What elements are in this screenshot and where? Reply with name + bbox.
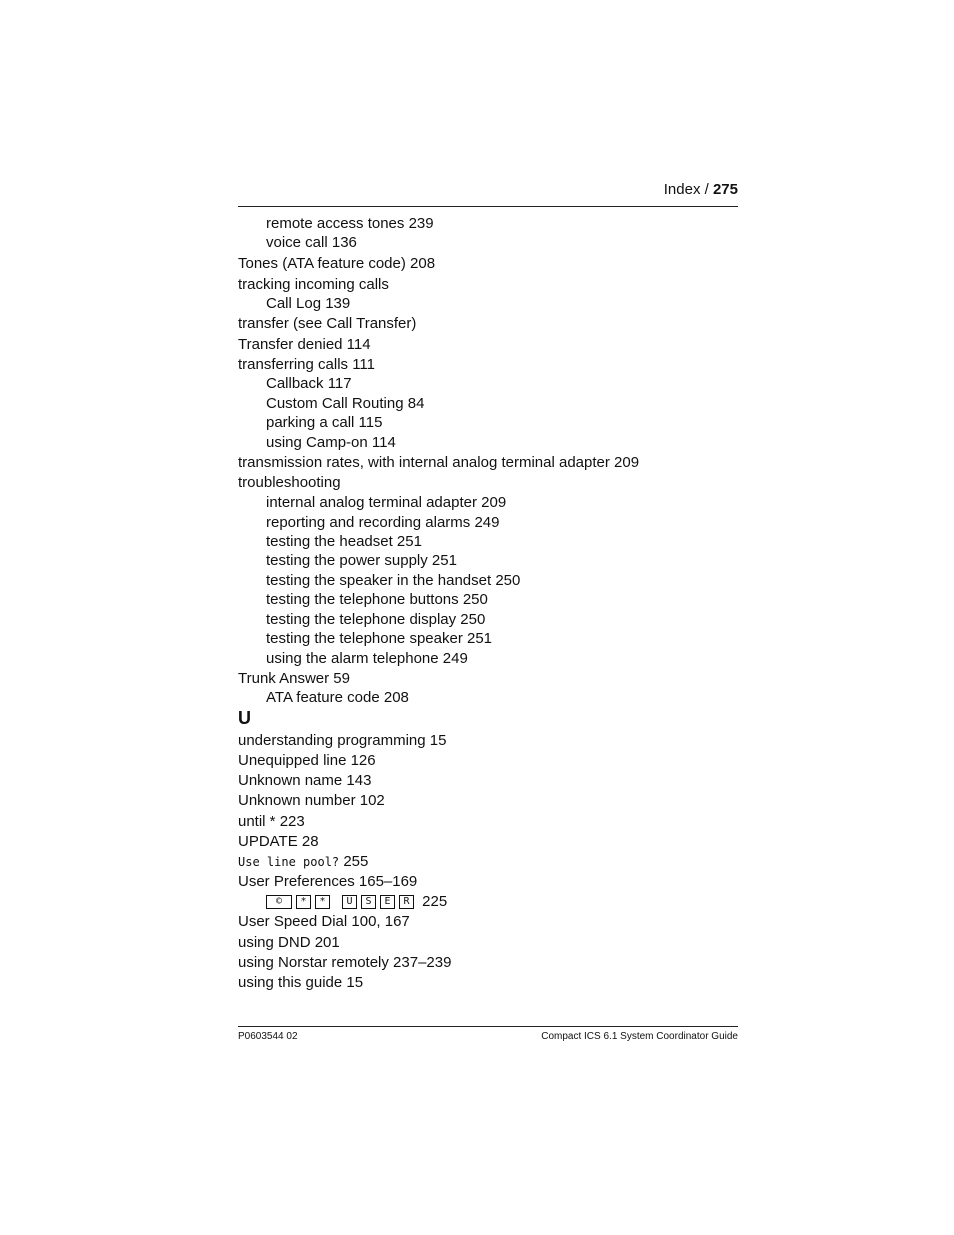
- index-entry: Unknown number 102: [238, 792, 385, 809]
- index-entry: internal analog terminal adapter 209: [266, 494, 507, 511]
- display-prompt: Use line pool?: [238, 855, 340, 869]
- index-entry: testing the speaker in the handset 250: [266, 572, 521, 589]
- header-text: [664, 181, 738, 198]
- key-e: E: [380, 895, 395, 909]
- page-footer: [238, 1026, 738, 1047]
- index-entry: remote access tones 239: [266, 215, 434, 232]
- index-entry: Unequipped line 126: [238, 752, 376, 769]
- feature-key: ©: [266, 895, 292, 909]
- index-entry: User Speed Dial 100, 167: [238, 913, 410, 930]
- index-entry: tracking incoming calls: [238, 276, 389, 293]
- index-entry: understanding programming 15: [238, 732, 447, 749]
- section-letter: U: [238, 708, 251, 728]
- index-entry: parking a call 115: [266, 414, 383, 431]
- header-label: Index /: [663, 181, 709, 198]
- index-entry: until * 223: [238, 813, 305, 830]
- page-ref: 255: [343, 853, 369, 870]
- index-entry: voice call 136: [266, 234, 357, 251]
- index-entry: Trunk Answer 59: [238, 670, 350, 687]
- index-entry: transmission rates, with internal analog terminal adapter 209: [238, 454, 640, 471]
- document-title: Compact ICS 6.1 System Coordinator Guide: [541, 1031, 738, 1042]
- key-u: U: [342, 895, 357, 909]
- index-entry: testing the power supply 251: [266, 552, 457, 569]
- index-entry: using DND 201: [238, 934, 340, 951]
- key-s: S: [361, 895, 376, 909]
- index-entry: Custom Call Routing 84: [266, 395, 425, 412]
- key-r: R: [399, 895, 414, 909]
- index-entry: testing the headset 251: [266, 533, 422, 550]
- index-entry: ATA feature code 208: [266, 689, 409, 706]
- index-entry: transfer (see Call Transfer): [238, 315, 417, 332]
- index-entry: transferring calls 111: [238, 356, 376, 373]
- index-entry: using the alarm telephone 249: [266, 650, 468, 667]
- index-entry: testing the telephone display 250: [266, 611, 486, 628]
- page-number: 275: [712, 181, 738, 198]
- index-entry: reporting and recording alarms 249: [266, 514, 500, 531]
- page-ref: 225: [422, 893, 448, 910]
- index-entry: Transfer denied 114: [238, 336, 371, 353]
- key-star: *: [315, 895, 330, 909]
- index-entry: Tones (ATA feature code) 208: [238, 255, 436, 272]
- document-number: P0603544 02: [238, 1031, 298, 1042]
- index-entry: using this guide 15: [238, 974, 364, 991]
- index-entry: Call Log 139: [266, 295, 351, 312]
- index-entry: Unknown name 143: [238, 772, 372, 789]
- index-entry: testing the telephone speaker 251: [266, 630, 493, 647]
- index-entry: [238, 852, 368, 872]
- index-entry: UPDATE 28: [238, 833, 319, 850]
- page-header: [238, 178, 738, 207]
- index-entry: troubleshooting: [238, 474, 341, 491]
- index-entry: using Norstar remotely 237–239: [238, 954, 452, 971]
- index-entry: using Camp-on 114: [266, 434, 396, 451]
- key-star: *: [296, 895, 311, 909]
- index-entry: testing the telephone buttons 250: [266, 591, 488, 608]
- index-entry: User Preferences 165–169: [238, 873, 418, 890]
- index-entry: Callback 117: [266, 375, 352, 392]
- index-entry: [266, 892, 447, 912]
